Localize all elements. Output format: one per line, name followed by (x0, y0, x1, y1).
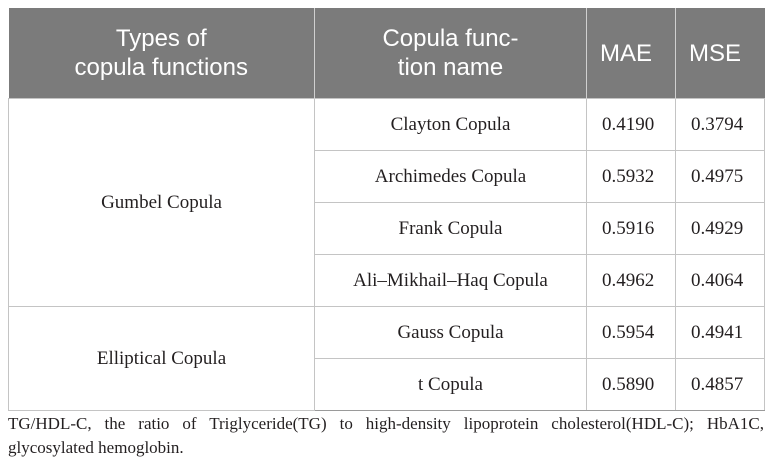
mse-cell: 0.4064 (676, 255, 765, 307)
header-copula-name: Copula func- tion name (315, 8, 587, 99)
table-footnote: TG/HDL-C, the ratio of Triglyceride(TG) to high-density lipoprotein cholesterol(HDL-C); HbA1C, glycosylated hemoglobin. (8, 414, 764, 457)
mse-cell: 0.3794 (676, 99, 765, 151)
table-row (9, 307, 765, 359)
group-label: Gumbel Copula (9, 99, 315, 307)
copula-name-cell: t Copula (315, 359, 587, 411)
mae-cell: 0.5916 (587, 203, 676, 255)
table-header-row (9, 8, 765, 99)
copula-name-cell: Archimedes Copula (315, 151, 587, 203)
copula-name-cell: Gauss Copula (315, 307, 587, 359)
mae-cell: 0.5932 (587, 151, 676, 203)
header-mse: MSE (676, 8, 765, 99)
mae-cell: 0.5890 (587, 359, 676, 411)
mse-cell: 0.4941 (676, 307, 765, 359)
mse-cell: 0.4975 (676, 151, 765, 203)
header-mae: MAE (587, 8, 676, 99)
group-label: Elliptical Copula (9, 307, 315, 411)
mse-cell: 0.4929 (676, 203, 765, 255)
copula-name-cell: Ali–Mikhail–Haq Copula (315, 255, 587, 307)
mae-cell: 0.5954 (587, 307, 676, 359)
mse-cell: 0.4857 (676, 359, 765, 411)
mae-cell: 0.4190 (587, 99, 676, 151)
copula-name-cell: Frank Copula (315, 203, 587, 255)
mae-cell: 0.4962 (587, 255, 676, 307)
table-row (9, 99, 765, 151)
copula-results-table (8, 8, 765, 411)
header-copula-type: Types of copula functions (9, 8, 315, 99)
copula-name-cell: Clayton Copula (315, 99, 587, 151)
